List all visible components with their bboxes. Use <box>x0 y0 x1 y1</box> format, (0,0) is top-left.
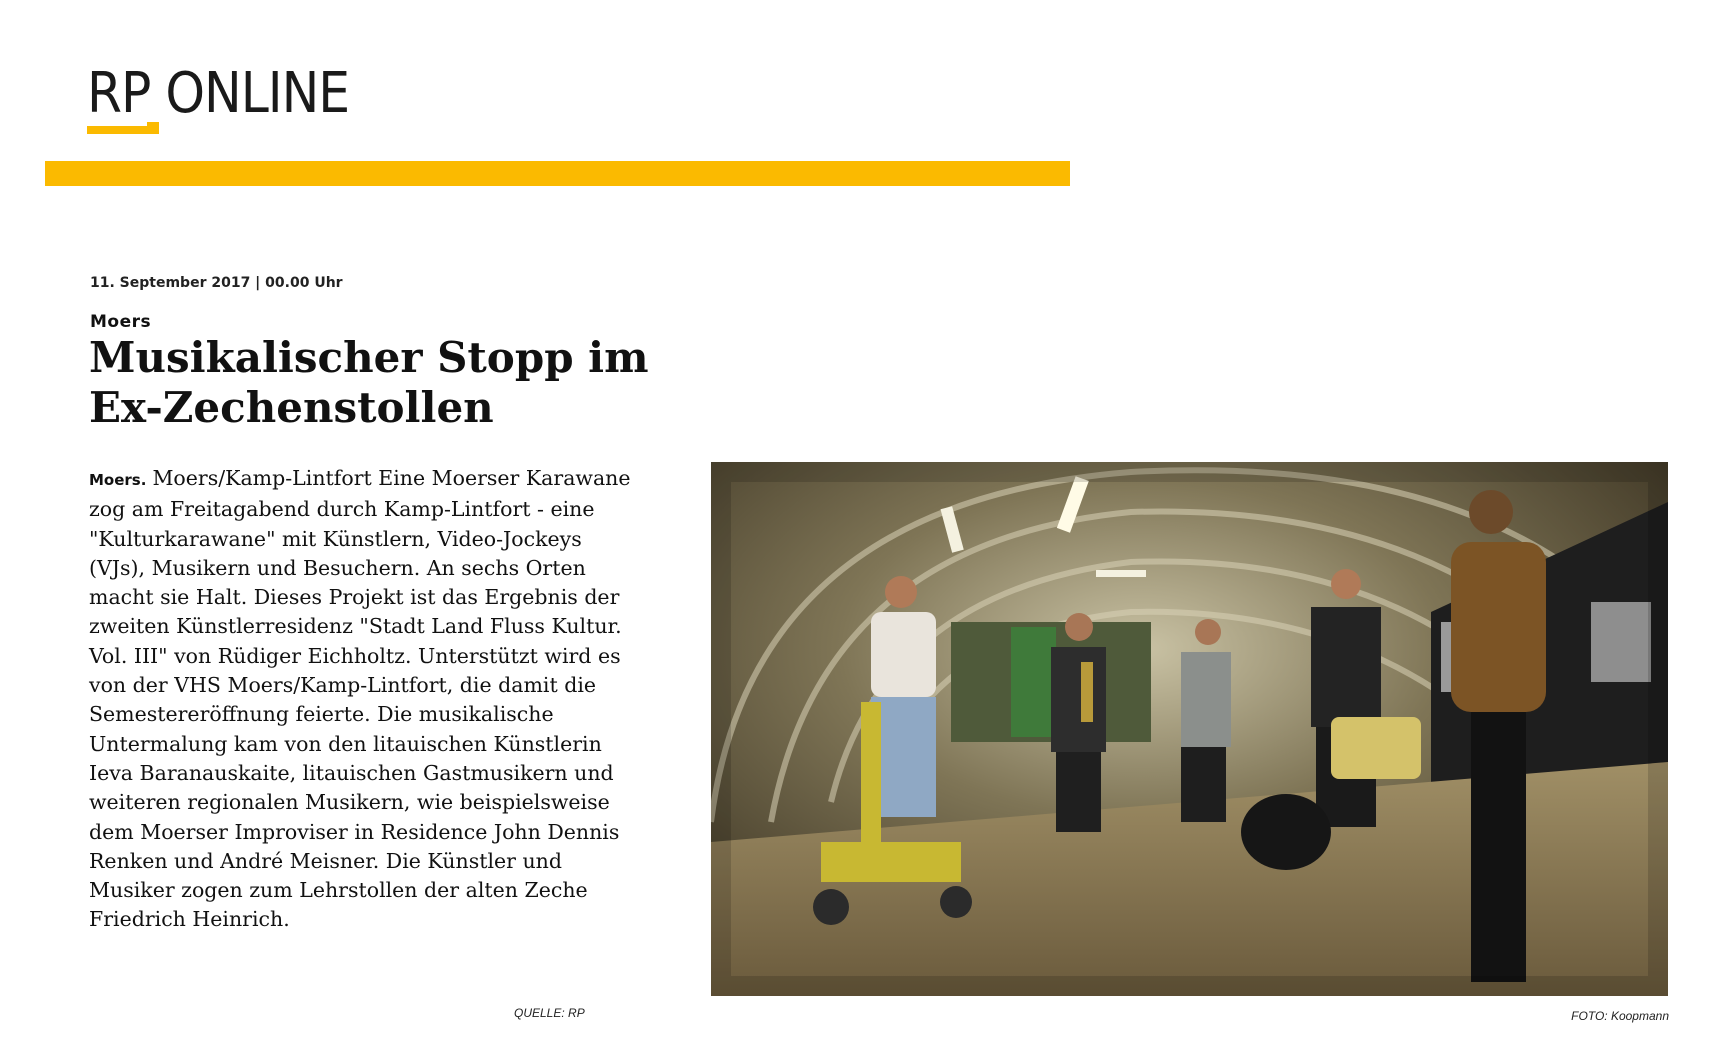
photo-credit: FOTO: Koopmann <box>1571 1009 1669 1023</box>
article-city-label: Moers. <box>89 471 147 489</box>
article-body <box>89 464 639 935</box>
logo-wordmark <box>87 61 350 126</box>
logo-online: ONLINE <box>165 61 350 126</box>
logo-underline-mark <box>87 122 159 134</box>
header-accent-bar <box>45 161 1070 186</box>
article-kicker: Moers <box>90 312 152 332</box>
article-dateline: 11. September 2017 | 00.00 Uhr <box>90 275 343 291</box>
article-body-text: Moers/Kamp-Lintfort Eine Moerser Karawane zog am Freitagabend durch Kamp-Lintfort - eine "Kulturkarawane" mit Künstlern, Video-Jockeys (VJs), Musikern und Besuchern. An sechs Orten macht sie Halt. Dieses Projekt ist das Ergebnis der zweiten Künstlerresidenz "Stadt Land Fluss Kultur. Vol. III" von Rüdiger Eichholtz. Unterstützt wird es von der VHS Moers/Kamp-Lintfort, die damit die Semestereröffnung feierte. Die musikalische Untermalung kam von den litauischen Künstlerin Ieva Baranauskaite, litauischen Gastmusikern und weiteren regionalen Musikern, wie beispielsweise dem Moerser Improviser in Residence John Dennis Renken und André Meisner. Die Künstler und Musiker zogen zum Lehrstollen der alten Zeche Friedrich Heinrich. <box>89 466 631 932</box>
article-headline: Musikalischer Stopp im Ex-Zechenstollen <box>89 333 649 432</box>
rp-online-logo[interactable] <box>87 61 350 146</box>
photo-scene <box>711 462 1668 996</box>
article-photo[interactable] <box>711 462 1668 996</box>
logo-rp: RP <box>87 61 151 126</box>
article-source: QUELLE: RP <box>514 1006 585 1020</box>
